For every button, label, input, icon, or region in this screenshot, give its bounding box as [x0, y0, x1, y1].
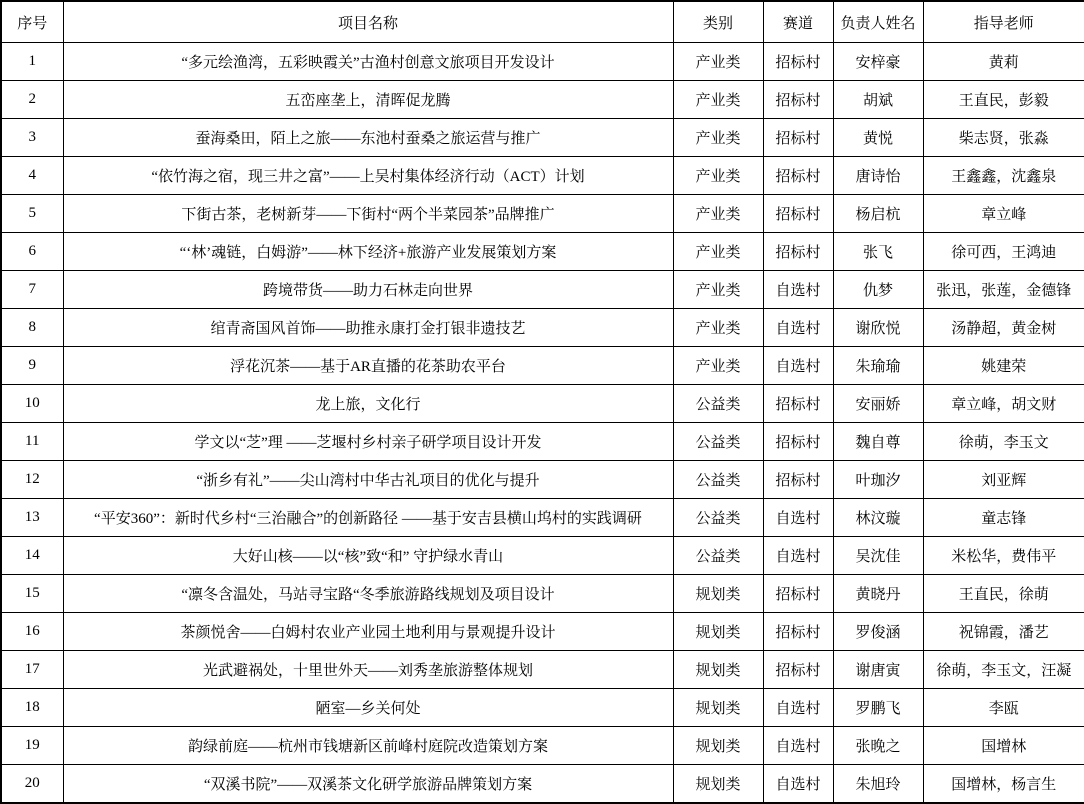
- category-cell: 公益类: [673, 461, 763, 499]
- track-cell: 招标村: [763, 81, 833, 119]
- category-cell: 规划类: [673, 575, 763, 613]
- row-number-cell: 19: [1, 727, 63, 765]
- category-cell: 产业类: [673, 119, 763, 157]
- row-number-cell: 14: [1, 537, 63, 575]
- category-cell: 产业类: [673, 347, 763, 385]
- teachers-cell: 童志锋: [923, 499, 1084, 537]
- leader-cell: 罗俊涵: [833, 613, 923, 651]
- project-name-cell: 学文以“芝”理 ——芝堰村乡村亲子研学项目设计开发: [63, 423, 673, 461]
- leader-cell: 朱瑜瑜: [833, 347, 923, 385]
- category-cell: 产业类: [673, 81, 763, 119]
- leader-cell: 黄悦: [833, 119, 923, 157]
- table-row: [1, 765, 1084, 804]
- track-cell: 自选村: [763, 271, 833, 309]
- table-row: [1, 423, 1084, 461]
- track-cell: 招标村: [763, 157, 833, 195]
- track-cell: 招标村: [763, 119, 833, 157]
- track-cell: 招标村: [763, 613, 833, 651]
- teachers-cell: 姚建荣: [923, 347, 1084, 385]
- table-row: [1, 43, 1084, 81]
- table-row: [1, 461, 1084, 499]
- col-header-project-name: 项目名称: [63, 1, 673, 43]
- teachers-cell: 王直民，徐萌: [923, 575, 1084, 613]
- row-number-cell: 11: [1, 423, 63, 461]
- category-cell: 公益类: [673, 423, 763, 461]
- project-name-cell: “浙乡有礼”——尖山湾村中华古礼项目的优化与提升: [63, 461, 673, 499]
- row-number-cell: 9: [1, 347, 63, 385]
- row-number-cell: 10: [1, 385, 63, 423]
- row-number-cell: 16: [1, 613, 63, 651]
- table-row: [1, 385, 1084, 423]
- teachers-cell: 章立峰: [923, 195, 1084, 233]
- leader-cell: 安梓豪: [833, 43, 923, 81]
- teachers-cell: 王鑫鑫，沈鑫泉: [923, 157, 1084, 195]
- leader-cell: 张晚之: [833, 727, 923, 765]
- table-row: [1, 613, 1084, 651]
- table-header-row: [1, 1, 1084, 43]
- category-cell: 产业类: [673, 195, 763, 233]
- project-name-cell: 浮花沉茶——基于AR直播的花茶助农平台: [63, 347, 673, 385]
- project-name-cell: “多元绘渔湾，五彩映霞关”古渔村创意文旅项目开发设计: [63, 43, 673, 81]
- teachers-cell: 刘亚辉: [923, 461, 1084, 499]
- row-number-cell: 3: [1, 119, 63, 157]
- category-cell: 规划类: [673, 689, 763, 727]
- leader-cell: 吴沈佳: [833, 537, 923, 575]
- project-name-cell: 下街古茶，老树新芽——下街村“两个半菜园茶”品牌推广: [63, 195, 673, 233]
- track-cell: 自选村: [763, 499, 833, 537]
- row-number-cell: 20: [1, 765, 63, 804]
- row-number-cell: 17: [1, 651, 63, 689]
- teachers-cell: 李瓯: [923, 689, 1084, 727]
- teachers-cell: 米松华，费伟平: [923, 537, 1084, 575]
- project-name-cell: “凛冬含温处，马站寻宝路“冬季旅游路线规划及项目设计: [63, 575, 673, 613]
- leader-cell: 唐诗怡: [833, 157, 923, 195]
- track-cell: 招标村: [763, 43, 833, 81]
- track-cell: 招标村: [763, 575, 833, 613]
- leader-cell: 胡斌: [833, 81, 923, 119]
- project-name-cell: 跨境带货——助力石林走向世界: [63, 271, 673, 309]
- table-row: [1, 499, 1084, 537]
- project-name-cell: 蚕海桑田，陌上之旅——东池村蚕桑之旅运营与推广: [63, 119, 673, 157]
- project-name-cell: “依竹海之宿，现三井之富”——上吴村集体经济行动（ACT）计划: [63, 157, 673, 195]
- category-cell: 公益类: [673, 499, 763, 537]
- track-cell: 自选村: [763, 537, 833, 575]
- teachers-cell: 章立峰，胡文财: [923, 385, 1084, 423]
- category-cell: 规划类: [673, 613, 763, 651]
- project-name-cell: 五峦座垄上，清晖促龙腾: [63, 81, 673, 119]
- table-row: [1, 195, 1084, 233]
- row-number-cell: 8: [1, 309, 63, 347]
- track-cell: 自选村: [763, 347, 833, 385]
- row-number-cell: 1: [1, 43, 63, 81]
- project-name-cell: 大好山核——以“核”致“和” 守护绿水青山: [63, 537, 673, 575]
- table-row: [1, 119, 1084, 157]
- track-cell: 招标村: [763, 651, 833, 689]
- teachers-cell: 张迅，张莲，金德锋: [923, 271, 1084, 309]
- leader-cell: 朱旭玲: [833, 765, 923, 804]
- table-row: [1, 157, 1084, 195]
- leader-cell: 仇梦: [833, 271, 923, 309]
- row-number-cell: 4: [1, 157, 63, 195]
- teachers-cell: 柴志贤，张淼: [923, 119, 1084, 157]
- table-row: [1, 81, 1084, 119]
- category-cell: 规划类: [673, 651, 763, 689]
- row-number-cell: 5: [1, 195, 63, 233]
- track-cell: 自选村: [763, 727, 833, 765]
- row-number-cell: 18: [1, 689, 63, 727]
- row-number-cell: 13: [1, 499, 63, 537]
- project-name-cell: 茶颜悦舍——白姆村农业产业园土地利用与景观提升设计: [63, 613, 673, 651]
- leader-cell: 罗鹏飞: [833, 689, 923, 727]
- category-cell: 产业类: [673, 309, 763, 347]
- category-cell: 产业类: [673, 43, 763, 81]
- leader-cell: 魏自尊: [833, 423, 923, 461]
- table-row: [1, 651, 1084, 689]
- row-number-cell: 7: [1, 271, 63, 309]
- table-row: [1, 537, 1084, 575]
- project-name-cell: 龙上旅，文化行: [63, 385, 673, 423]
- track-cell: 招标村: [763, 233, 833, 271]
- track-cell: 招标村: [763, 461, 833, 499]
- leader-cell: 张飞: [833, 233, 923, 271]
- category-cell: 公益类: [673, 537, 763, 575]
- row-number-cell: 6: [1, 233, 63, 271]
- category-cell: 公益类: [673, 385, 763, 423]
- track-cell: 自选村: [763, 689, 833, 727]
- teachers-cell: 国增林: [923, 727, 1084, 765]
- track-cell: 自选村: [763, 765, 833, 804]
- teachers-cell: 徐可西，王鸿迪: [923, 233, 1084, 271]
- col-header-category: 类别: [673, 1, 763, 43]
- project-name-cell: 绾青斋国风首饰——助推永康打金打银非遗技艺: [63, 309, 673, 347]
- project-name-cell: 光武避祸处，十里世外天——刘秀垄旅游整体规划: [63, 651, 673, 689]
- project-name-cell: “‘林’魂链，白姆游”——林下经济+旅游产业发展策划方案: [63, 233, 673, 271]
- category-cell: 产业类: [673, 233, 763, 271]
- col-header-teacher: 指导老师: [923, 1, 1084, 43]
- table-row: [1, 347, 1084, 385]
- leader-cell: 林汶璇: [833, 499, 923, 537]
- category-cell: 产业类: [673, 157, 763, 195]
- row-number-cell: 2: [1, 81, 63, 119]
- track-cell: 招标村: [763, 423, 833, 461]
- teachers-cell: 祝锦霞，潘艺: [923, 613, 1084, 651]
- leader-cell: 谢欣悦: [833, 309, 923, 347]
- category-cell: 规划类: [673, 765, 763, 804]
- table-row: [1, 689, 1084, 727]
- project-name-cell: “双溪书院”——双溪茶文化研学旅游品牌策划方案: [63, 765, 673, 804]
- project-name-cell: “平安360”：新时代乡村“三治融合”的创新路径 ——基于安吉县横山坞村的实践调研: [63, 499, 673, 537]
- category-cell: 产业类: [673, 271, 763, 309]
- leader-cell: 叶珈汐: [833, 461, 923, 499]
- table-row: [1, 727, 1084, 765]
- table-row: [1, 309, 1084, 347]
- col-header-leader: 负责人姓名: [833, 1, 923, 43]
- row-number-cell: 12: [1, 461, 63, 499]
- teachers-cell: 汤静超，黄金树: [923, 309, 1084, 347]
- leader-cell: 安丽娇: [833, 385, 923, 423]
- track-cell: 招标村: [763, 385, 833, 423]
- teachers-cell: 徐萌，李玉文，汪凝: [923, 651, 1084, 689]
- teachers-cell: 徐萌，李玉文: [923, 423, 1084, 461]
- col-header-track: 赛道: [763, 1, 833, 43]
- leader-cell: 黄晓丹: [833, 575, 923, 613]
- category-cell: 规划类: [673, 727, 763, 765]
- track-cell: 招标村: [763, 195, 833, 233]
- row-number-cell: 15: [1, 575, 63, 613]
- table-row: [1, 575, 1084, 613]
- track-cell: 自选村: [763, 309, 833, 347]
- teachers-cell: 王直民，彭毅: [923, 81, 1084, 119]
- leader-cell: 杨启杭: [833, 195, 923, 233]
- col-header-index: 序号: [1, 1, 63, 43]
- project-name-cell: 韵绿前庭——杭州市钱塘新区前峰村庭院改造策划方案: [63, 727, 673, 765]
- leader-cell: 谢唐寅: [833, 651, 923, 689]
- table-row: [1, 233, 1084, 271]
- teachers-cell: 黄莉: [923, 43, 1084, 81]
- teachers-cell: 国增林，杨言生: [923, 765, 1084, 804]
- table-row: [1, 271, 1084, 309]
- project-name-cell: 陋室—乡关何处: [63, 689, 673, 727]
